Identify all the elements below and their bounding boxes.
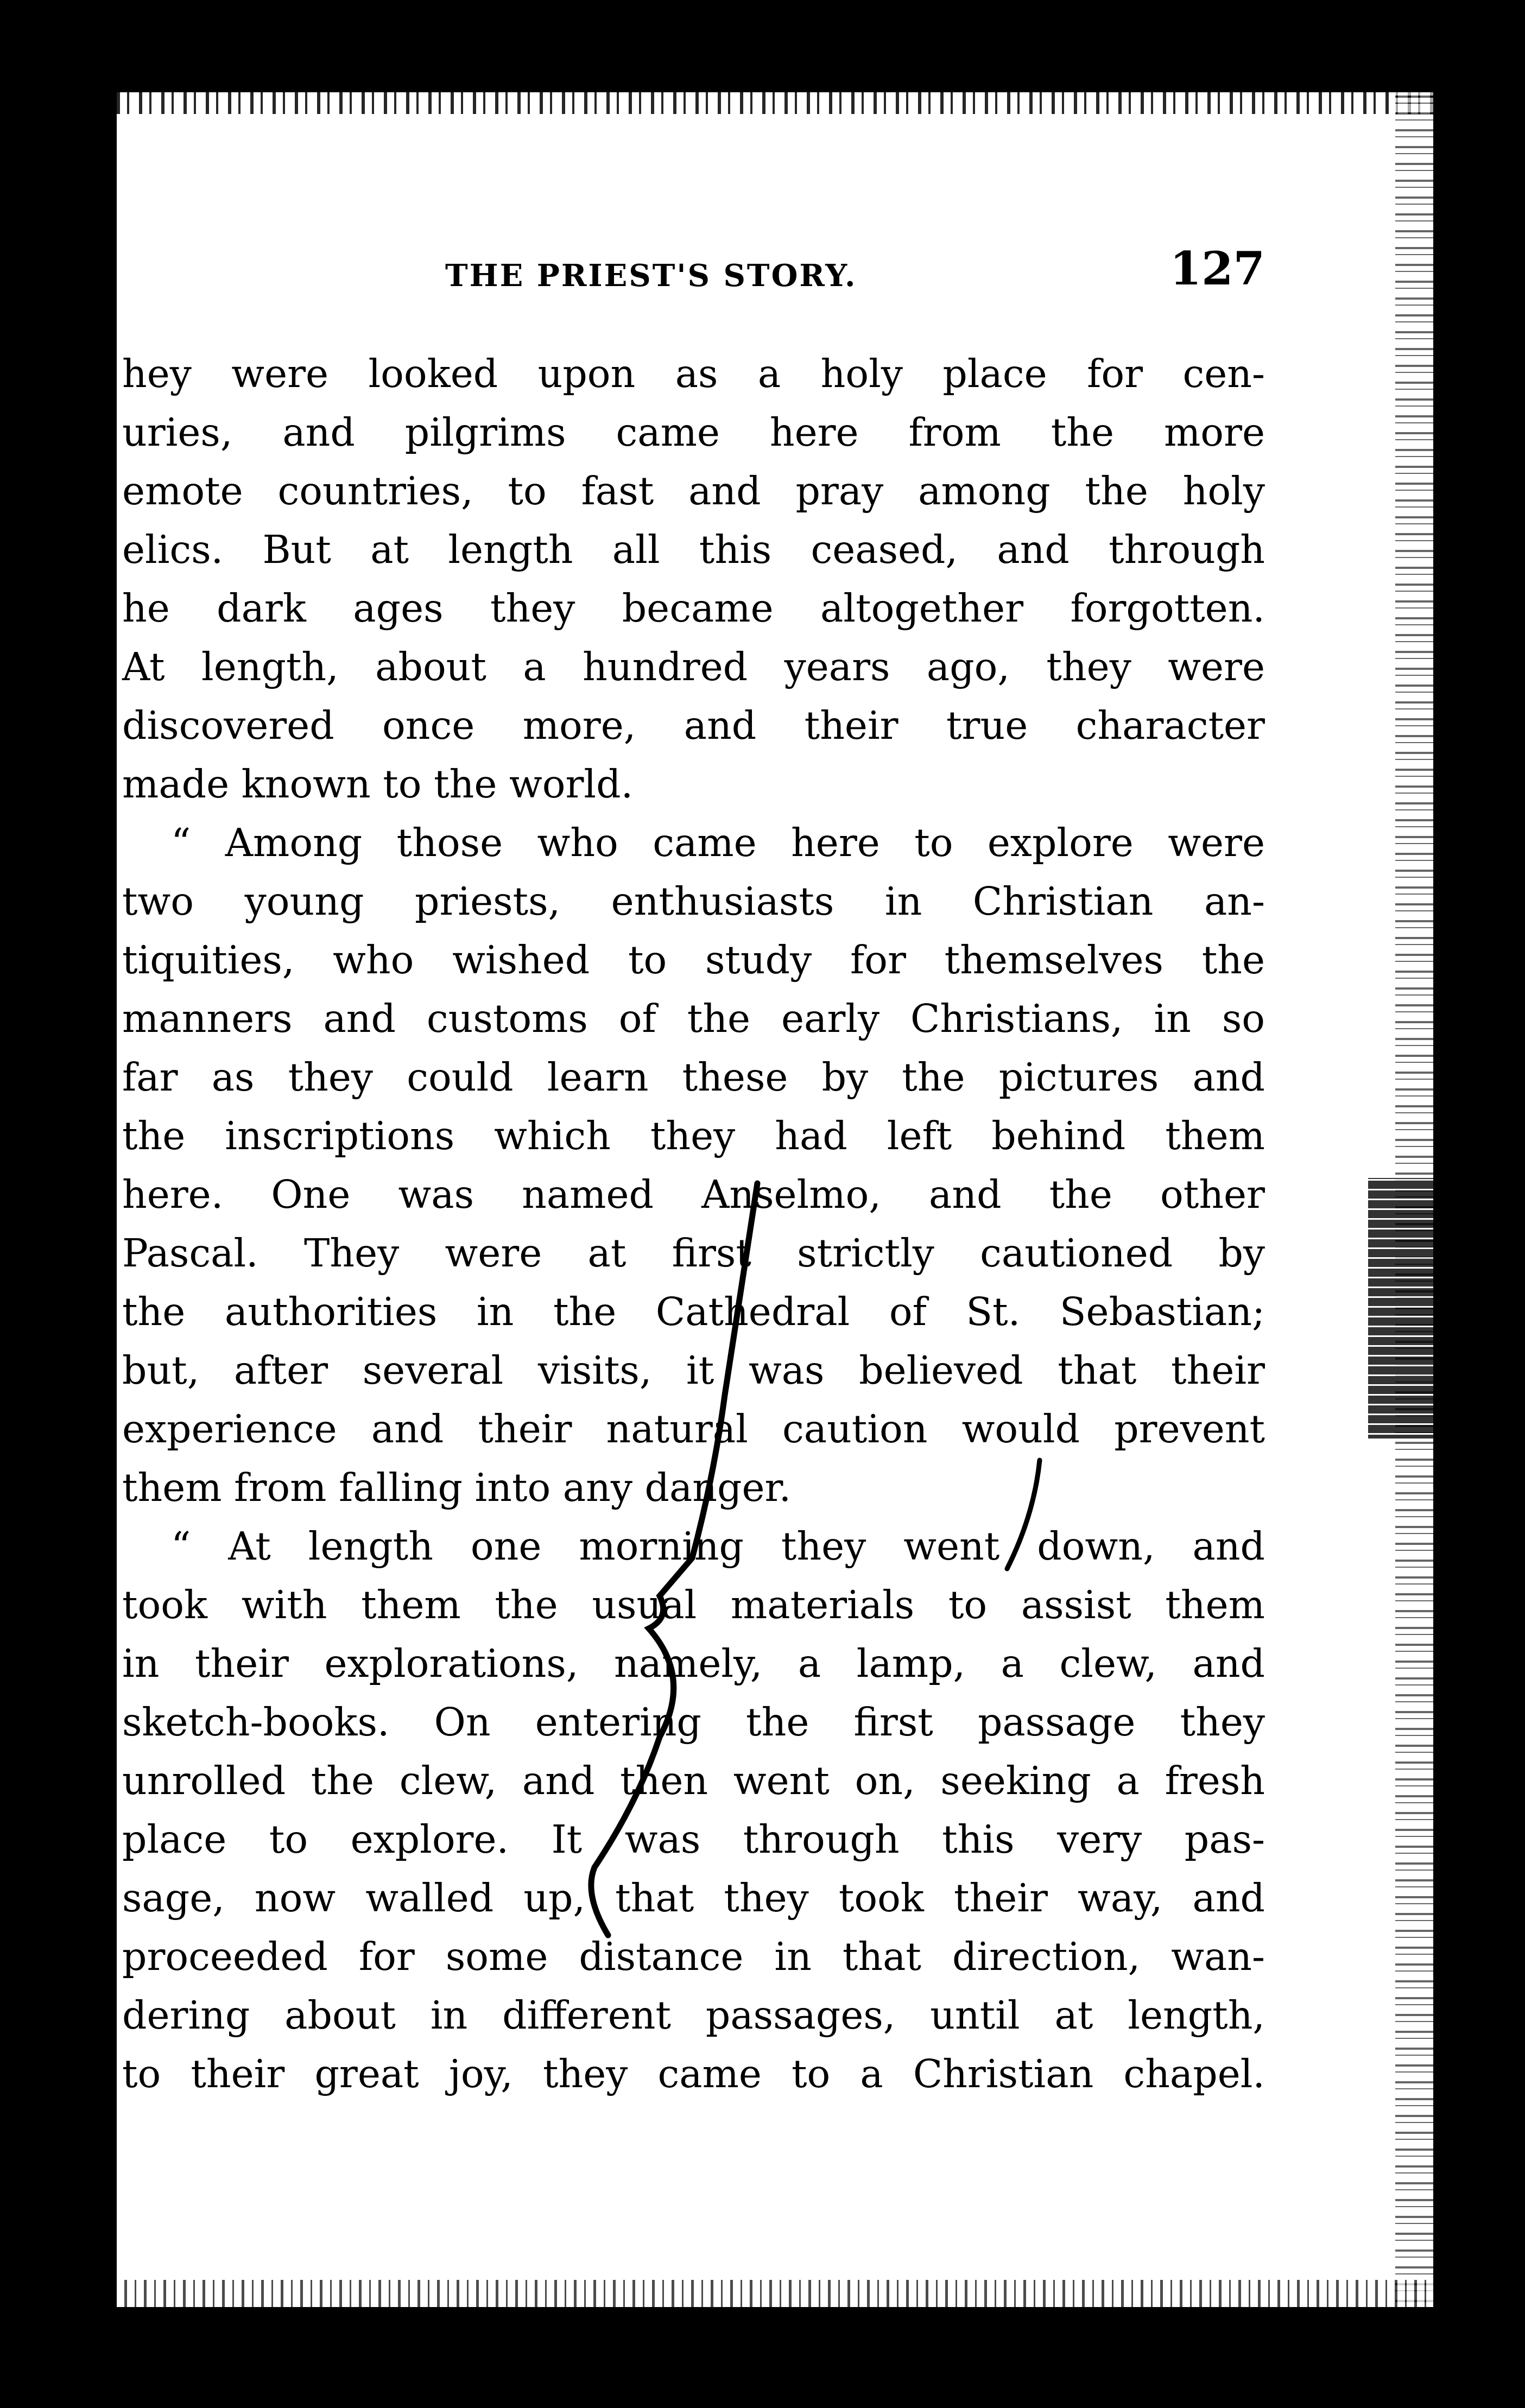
text-line: dering about in different passages, until at length, bbox=[122, 1993, 1265, 2038]
text-line: place to explore. It was through this very pas- bbox=[122, 1817, 1265, 1862]
text-line: to their great joy, they came to a Christian chapel. bbox=[122, 2051, 1265, 2096]
text-line: uries, and pilgrims came here from the more bbox=[122, 410, 1265, 455]
text-line: made known to the world. bbox=[122, 762, 634, 807]
scan-edge-top bbox=[117, 92, 1433, 114]
text-line: took with them the usual materials to assist them bbox=[122, 1582, 1265, 1627]
text-line: two young priests, enthusiasts in Christian an- bbox=[122, 879, 1265, 924]
text-line: he dark ages they became altogether forgotten. bbox=[122, 586, 1265, 631]
text-line: them from falling into any danger. bbox=[122, 1465, 792, 1510]
text-line: “ At length one morning they went down, and bbox=[171, 1524, 1265, 1569]
text-line: here. One was named Anselmo, and the other bbox=[122, 1172, 1265, 1217]
text-line: sketch-books. On entering the first passage they bbox=[122, 1700, 1265, 1745]
scan-edge-bottom bbox=[117, 2280, 1433, 2307]
text-line: At length, about a hundred years ago, they were bbox=[122, 644, 1265, 689]
body-text bbox=[122, 345, 1265, 2103]
text-line: hey were looked upon as a holy place for cen- bbox=[122, 351, 1265, 396]
text-line: the inscriptions which they had left behind them bbox=[122, 1113, 1265, 1158]
text-line: unrolled the clew, and then went on, seeking a fresh bbox=[122, 1758, 1265, 1803]
text-line: manners and customs of the early Christians, in so bbox=[122, 996, 1265, 1041]
scan-blot bbox=[1368, 1178, 1433, 1439]
text-line: experience and their natural caution would prevent bbox=[122, 1406, 1265, 1452]
text-line: far as they could learn these by the pictures and bbox=[122, 1055, 1265, 1100]
text-line: proceeded for some distance in that direction, wan- bbox=[122, 1934, 1265, 1979]
text-line: discovered once more, and their true character bbox=[122, 703, 1265, 748]
text-line: the authorities in the Cathedral of St. Sebastian; bbox=[122, 1289, 1265, 1334]
text-line: tiquities, who wished to study for themselves the bbox=[122, 937, 1265, 983]
page-header bbox=[122, 242, 1265, 301]
running-title: THE PRIEST'S STORY. bbox=[445, 258, 857, 294]
page-number: 127 bbox=[1169, 242, 1265, 295]
text-line: elics. But at length all this ceased, and through bbox=[122, 527, 1265, 572]
text-line: sage, now walled up, that they took their way, and bbox=[122, 1875, 1265, 1921]
text-line: in their explorations, namely, a lamp, a clew, and bbox=[122, 1641, 1265, 1686]
text-line: Pascal. They were at first strictly cautioned by bbox=[122, 1231, 1265, 1276]
book-page bbox=[117, 92, 1433, 2307]
text-line: but, after several visits, it was believed that their bbox=[122, 1348, 1265, 1393]
text-line: “ Among those who came here to explore were bbox=[171, 820, 1265, 865]
text-line: emote countries, to fast and pray among the holy bbox=[122, 468, 1265, 514]
